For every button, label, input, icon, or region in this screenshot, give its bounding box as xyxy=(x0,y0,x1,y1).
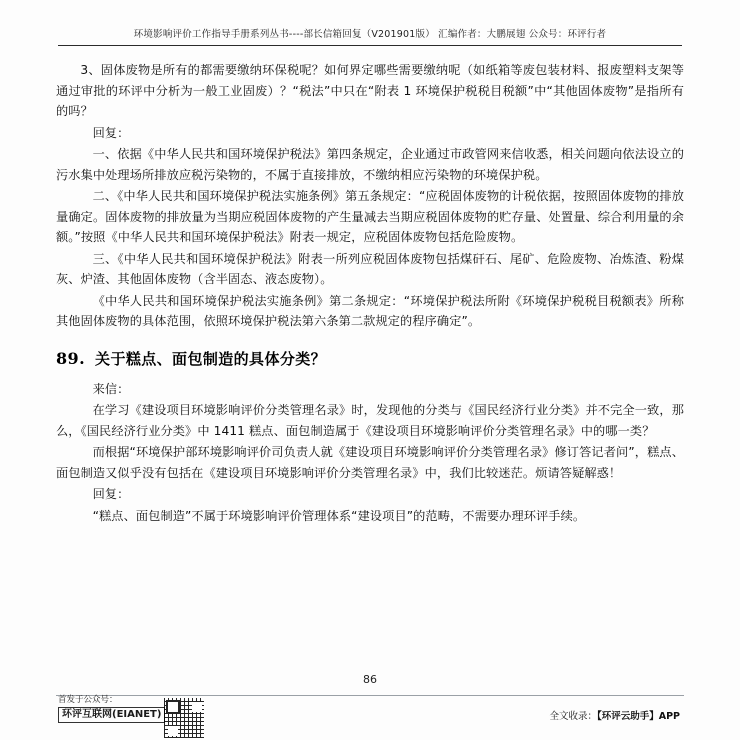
question-3-reply-p1: 一、依据《中华人民共和国环境保护税法》第四条规定，企业通过市政管网来信收悉，相关问题向依法设立的污水集中处理场所排放应税污染物的，不属于直接排放，不缴纳相应污染物的环境保护税。 xyxy=(56,147,684,182)
question-3-text: 3、固体废物是所有的都需要缴纳环保税呢？如何界定哪些需要缴纳呢（如纸箱等废包装材料、报废塑料支架等通过审批的环评中分析为一般工业固废）？“税法”中只在“附表 1 环境保护税税目税额”中“其他固体废物”是指所有的吗？ xyxy=(56,63,684,118)
header-divider xyxy=(58,45,682,46)
question-3-reply-p4: 《中华人民共和国环境保护税法实施条例》第二条规定：“环境保护税法所附《环境保护税税目税额表》所称其他固体废物的具体范围，依照环境保护税法第六条第二款规定的程序确定”。 xyxy=(56,293,684,328)
question-3-reply-label: 回复： xyxy=(92,125,130,140)
footer-right-block xyxy=(549,708,680,722)
page-header-text: 环境影响评价工作指导手册系列丛书----部长信箱回复（V201901版） 汇编作者：大鹏展翅 公众号：环评行者 xyxy=(133,29,607,40)
page-content xyxy=(56,26,684,740)
footer-publish-line: 首发于公众号： xyxy=(58,695,118,705)
section-89-letter-p2: 而根据“环境保护部环境影响评价司负责人就《建设项目环境影响评价分类管理名录》修订答记者问”，糕点、面包制造又似乎没有包括在《建设项目环境影响评价分类管理名录》中，我们比较迷茫。烦请答疑解惑！ xyxy=(56,445,684,480)
page-number: 86 xyxy=(363,673,377,686)
section-89-reply-p3: “糕点、面包制造”不属于环境影响评价管理体系“建设项目”的范畴，不需要办理环评手续。 xyxy=(92,508,586,523)
page-footer xyxy=(56,694,684,738)
qr-code-icon xyxy=(164,698,204,738)
footer-app-label: 【环评云助手】APP xyxy=(596,711,680,722)
section-89-number: 89. xyxy=(56,348,86,368)
section-89-title: 关于糕点、面包制造的具体分类？ xyxy=(95,349,327,368)
section-89-letter-label: 来信： xyxy=(92,381,130,396)
question-3-reply-p2: 二、《中华人民共和国环境保护税法实施条例》第五条规定：“应税固体废物的计税依据，按照固体废物的排放量确定。固体废物的排放量为当期应税固体废物的产生量减去当期应税固体废物的贮存量、处置量、综合利用量的余额。”按照《中华人民共和国环境保护税法》附表一规定，应税固体废物包括危险废物。 xyxy=(56,189,684,244)
footer-left-block xyxy=(58,694,165,723)
section-89-reply-label: 回复： xyxy=(92,487,130,501)
question-3-reply-p3: 三、《中华人民共和国环境保护税法》附表一所列应税固体废物包括煤矸石、尾矿、危险废物、冶炼渣、粉煤灰、炉渣、其他固体废物（含半固态、液态废物）。 xyxy=(56,251,684,286)
section-89-heading xyxy=(56,348,684,369)
section-89-letter-p1: 在学习《建设项目环境影响评价分类管理名录》时，发现他的分类与《国民经济行业分类》并不完全一致，那么，《国民经济行业分类》中 1411 糕点、面包制造属于《建设项目环境影响评价分类管理名录》中的哪一类？ xyxy=(56,403,684,438)
footer-collect-label: 全文收录： xyxy=(549,711,597,722)
footer-brand-label: 环评互联网(EIANET) xyxy=(58,707,165,723)
